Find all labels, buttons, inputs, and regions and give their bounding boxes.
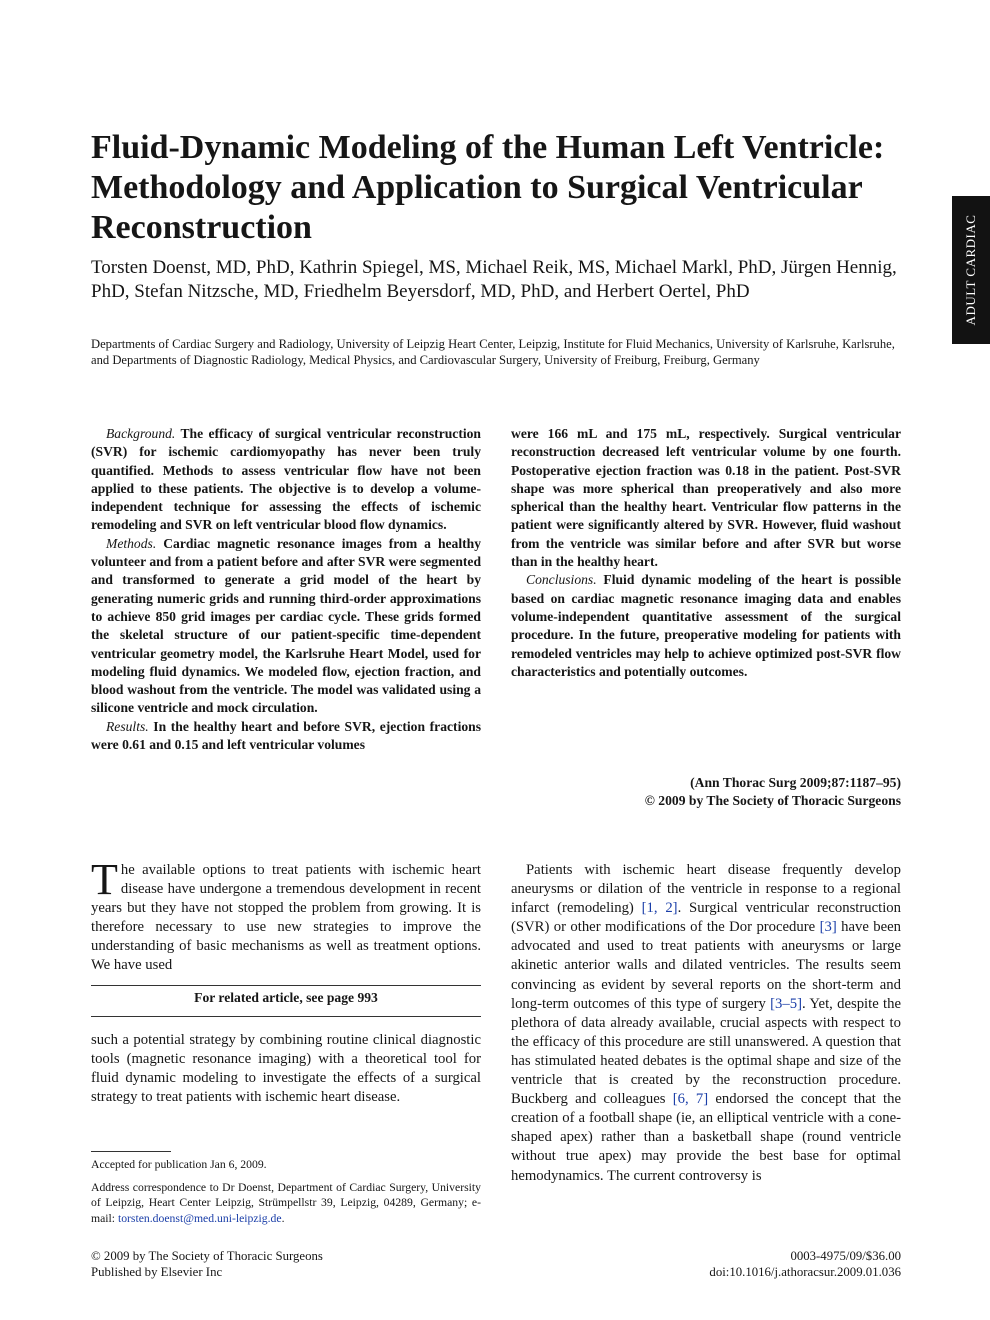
conclusions-label: Conclusions. [526,572,597,588]
footer-left [91,1249,491,1280]
body-text-2: . Surgical ventricular reconstruction (SVR) or other modifications of the Dor procedure [511,900,901,936]
body-paragraph [511,861,901,1186]
abstract-background [91,425,481,535]
body-text-1: Patients with ischemic heart disease frequently develop aneurysms or dilation of the ventricle in response to a regional infarct (remodeling) [511,862,901,917]
citation-block [511,774,901,811]
reference-link[interactable]: [6, 7] [672,1091,709,1108]
abstract-results-continued [511,425,901,571]
footer-right [511,1249,901,1280]
body-text-5: endorsed the concept that the creation of a football shape (ie, an elliptical ventricle with a cone-shaped apex) rather than a basketball shape (round ventricle without true apex) may provide the best base for optimal hemodynamics. The current controversy is [511,1091,901,1184]
section-tab [952,196,990,344]
abstract-left-column [91,425,481,754]
affiliations: Departments of Cardiac Surgery and Radiology, University of Leipzig Heart Center, Leipzig, Institute for Fluid Mechanics, University of Karlsruhe, Karlsruhe, and Departments of Diagnostic Radiology, Medical Physics, and Cardiovascular Surgery, University of Freiburg, Freiburg, Germany [91,337,895,367]
body-text-3: have been advocated and used to treat patients with aneurysms or large akinetic anterior walls and dilated ventricles. The results seem convincing as evident by several reports on the short-term and long-term outcomes of this type of surgery [511,919,901,1012]
related-article-note[interactable]: For related article, see page 993 [194,990,378,1005]
footer-copyright: © 2009 by The Society of Thoracic Surgeons [91,1249,323,1263]
results-label: Results. [106,718,149,734]
intro-continued [91,1031,481,1107]
results-text-continued: were 166 mL and 175 mL, respectively. Surgical ventricular reconstruction decreased left ventricular volume by one fourth. Postoperative ejection fraction was 0.18 in the patient. Post-SVR shape was more spherical than preoperatively and also more spherical than the healthy heart. Ventricular flow patterns in the patient were significantly altered by SVR. However, fluid washout from the ventricle was similar before and after SVR but worse than in the healthy heart. [511,426,901,570]
intro-text: he available options to treat patients with ischemic heart disease have undergone a tremendous development in recent years but they have not stopped the problem from growing. It is therefore necessary to use new strategies to improve the understanding of basic mechanisms as well as treatment options. We have used [91,862,481,974]
email-link[interactable]: torsten.doenst@med.uni-leipzig.de [117,1211,282,1225]
footer-issn: 0003-4975/09/$36.00 [790,1249,901,1263]
article-title: Fluid-Dynamic Modeling of the Human Left Ventricle: Methodology and Application to Surgical Ventricular Reconstruction [91,129,885,246]
related-top-rule [91,985,481,986]
abstract-right-column [511,425,901,681]
author-list: Torsten Doenst, MD, PhD, Kathrin Spiegel, MS, Michael Reik, MS, Michael Markl, PhD, Jürgen Hennig, PhD, Stefan Nitzsche, MD, Friedhelm Beyersdorf, MD, PhD, and Herbert Oertel, PhD [91,257,897,302]
citation-copyright: © 2009 by The Society of Thoracic Surgeons [644,793,901,809]
footer-doi: doi:10.1016/j.athoracsur.2009.01.036 [709,1264,901,1279]
abstract-conclusions [511,571,901,681]
background-text: The efficacy of surgical ventricular reconstruction (SVR) for ischemic cardiomyopathy has never been truly quantified. Methods to assess ventricular flow have not been applied to these patients. The objective is to develop a volume-independent technique for assessing the effects of ischemic remodeling and SVR on left ventricular blood flow dynamics. [91,426,481,533]
drop-cap: T [91,855,118,904]
body-right-column [511,861,901,1186]
results-text: In the healthy heart and before SVR, ejection fractions were 0.61 and 0.15 and left ventricular volumes [91,718,481,753]
abstract-methods [91,535,481,718]
conclusions-text: Fluid dynamic modeling of the heart is possible based on cardiac magnetic resonance imaging data and enables volume-independent quantitative assessment of the surgical procedure. In the future, preoperative modeling for patients with remodeled ventricles may help to achieve optimized post-SVR flow characteristics and potentially outcomes. [511,572,901,679]
journal-citation: (Ann Thorac Surg 2009;87:1187–95) [690,775,901,790]
methods-label: Methods. [106,535,157,551]
footer-publisher: Published by Elsevier Inc [91,1264,223,1279]
intro-paragraph [91,855,481,976]
correspondence-text: Address correspondence to Dr Doenst, Department of Cardiac Surgery, University of Leipzig, Heart Center Leipzig, Strümpellstr 39, Leipzig, 04289, Germany; e-mail: [91,1181,481,1225]
correspondence-end: . [281,1211,285,1225]
reference-link[interactable]: [3–5] [770,995,802,1012]
abstract-results [91,718,481,755]
methods-text: Cardiac magnetic resonance images from a healthy volunteer and from a patient before and after SVR were segmented and transformed to generate a grid model of the heart by generating numeric grids and running third-order approximations to achieve 850 grid images per cardiac cycle. These grids formed the skeletal structure of our patient-specific time-dependent ventricular geometry model, the Karlsruhe Heart Model, used for modeling fluid dynamics. We modeled flow, ejection fraction, and blood washout from the ventricle. The model was validated using a silicone ventricle and mock circulation. [91,535,482,716]
accepted-note [91,1157,481,1172]
background-label: Background. [106,426,176,441]
section-tab-label: ADULT CARDIAC [963,214,978,326]
reference-link[interactable]: [1, 2] [641,900,678,917]
intro-continued-text: such a potential strategy by combining routine clinical diagnostic tools (magnetic resonance imaging) with a theoretical tool for fluid dynamic modeling to investigate the effects of a surgical strategy to treat patients with ischemic heart disease. [91,1032,481,1106]
correspondence-note [91,1180,481,1226]
reference-link[interactable]: [3] [819,919,837,936]
accepted-text: Accepted for publication Jan 6, 2009. [91,1158,267,1171]
related-bottom-rule [91,1016,481,1017]
footnote-rule [91,1151,171,1152]
body-text-4: . Yet, despite the plethora of data already available, crucial aspects with respect to the efficacy of this procedure are still unanswered. A question that has stimulated heated debates is the optimal shape and size of the ventricle that is created by the reconstruction procedure. Buckberg and colleagues [511,995,901,1108]
